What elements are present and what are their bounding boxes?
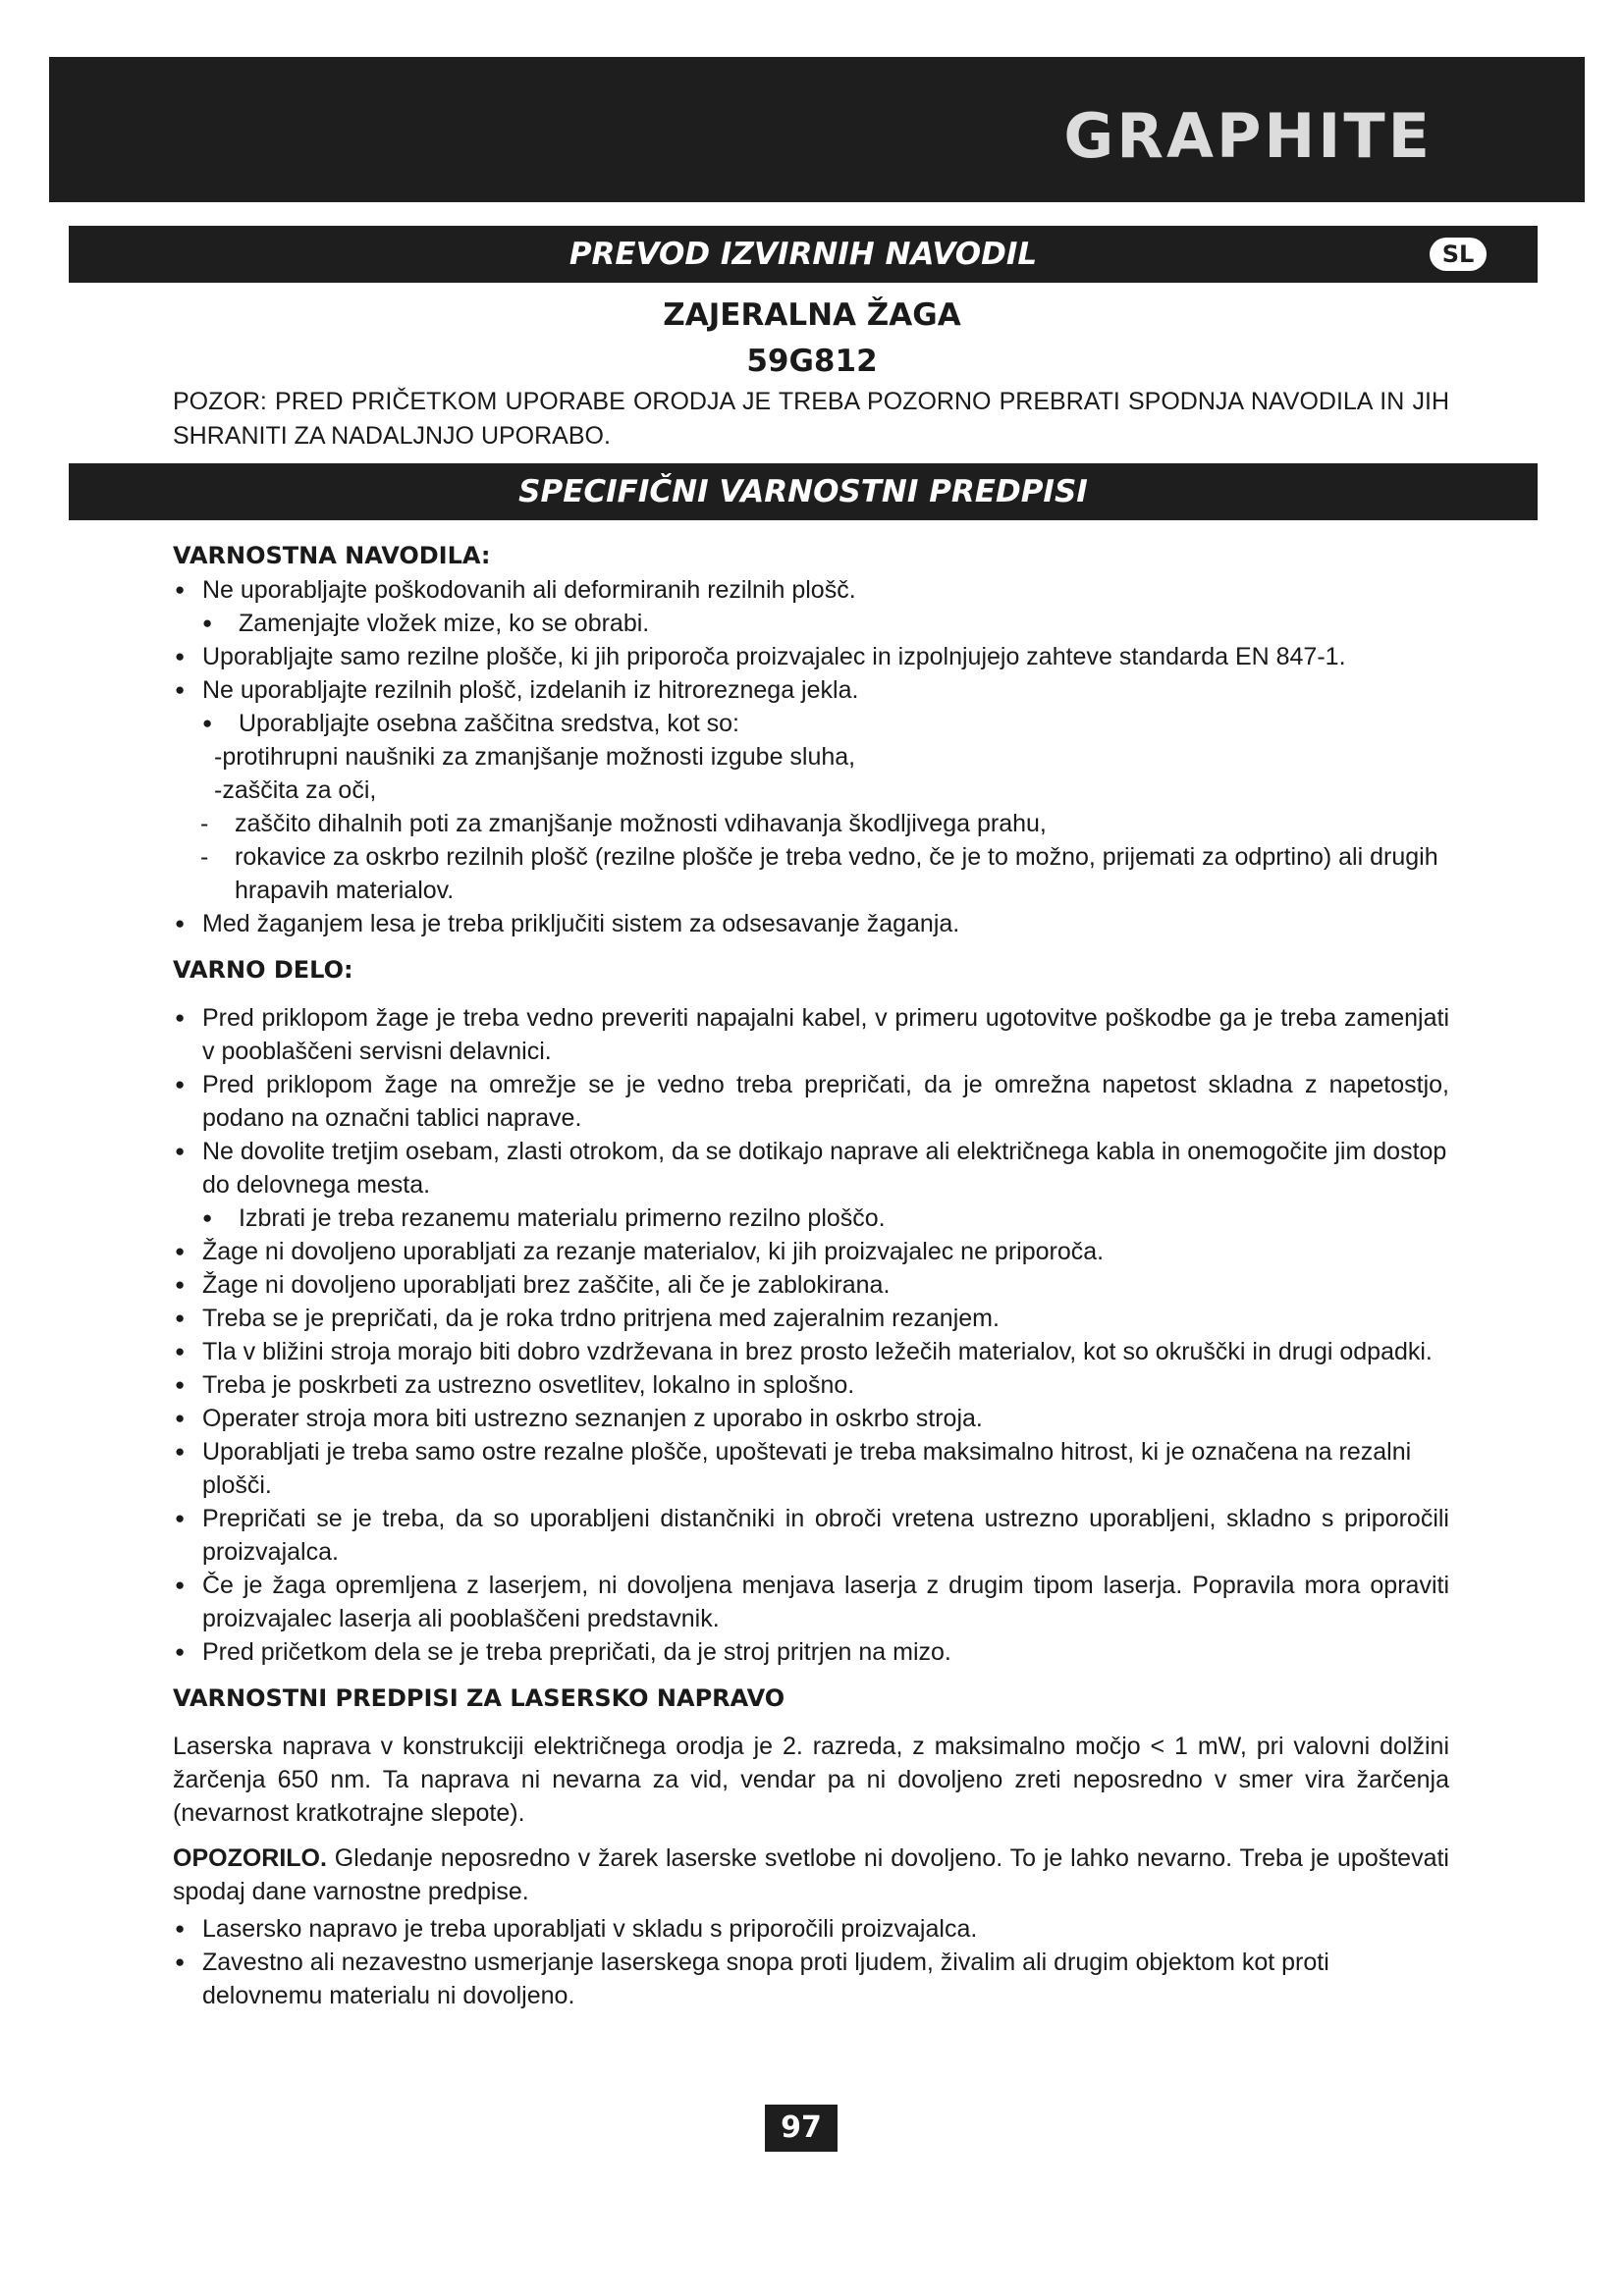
list-item: ● Izbrati je treba rezanemu materialu primerno rezilno ploščo. bbox=[173, 1201, 1449, 1235]
section-bar-title: PREVOD IZVIRNIH NAVODIL bbox=[568, 237, 1038, 272]
work-list bbox=[173, 1001, 1449, 1669]
list-subitem: -zaščita za oči, bbox=[214, 776, 377, 804]
list-item: ● Žage ni dovoljeno uporabljati brez zaščite, ali če je zablokirana. bbox=[173, 1268, 1449, 1302]
list-subitem: -protihrupni naušniki za zmanjšanje možnosti izgube sluha, bbox=[214, 743, 856, 771]
brand-logo: GRAPHITE bbox=[1063, 100, 1433, 172]
list-item: ● Žage ni dovoljeno uporabljati za rezanje materialov, ki jih proizvajalec ne priporoča. bbox=[173, 1235, 1449, 1268]
list-item: ● Ne uporabljajte poškodovanih ali deformiranih rezilnih plošč. bbox=[173, 573, 1449, 607]
list-item: ● Zamenjajte vložek mize, ko se obrabi. bbox=[173, 607, 1449, 640]
list-item: ● Treba se je prepričati, da je roka trdno pritrjena med zajeralnim rezanjem. bbox=[173, 1302, 1449, 1335]
warning-body: Gledanje neposredno v žarek laserske svetlobe ni dovoljeno. To je lahko nevarno. Treba je upoštevati spodaj dane varnostne predpise. bbox=[173, 1844, 1449, 1905]
list-item: ● Uporabljati je treba samo ostre rezalne plošče, upoštevati je treba maksimalno hitrost, ki je označena na rezalni plošči. bbox=[173, 1435, 1449, 1502]
list-subitem: - zaščito dihalnih poti za zmanjšanje možnosti vdihavanja škodljivega prahu, bbox=[173, 807, 1449, 840]
warning-label: OPOZORILO. bbox=[173, 1844, 327, 1872]
list-item: ● Ne dovolite tretjim osebam, zlasti otrokom, da se dotikajo naprave ali električnega kabla in onemogočite jim dostop do delovnega mesta. bbox=[173, 1135, 1449, 1201]
list-item: ● Operater stroja mora biti ustrezno seznanjen z uporabo in oskrbo stroja. bbox=[173, 1402, 1449, 1435]
section-bar-safety bbox=[69, 463, 1538, 520]
safety-list bbox=[173, 573, 1449, 940]
list-item: ● Lasersko napravo je treba uporabljati v skladu s priporočili proizvajalca. bbox=[173, 1912, 1449, 1946]
main-content bbox=[173, 538, 1449, 2012]
list-item: ● Treba je poskrbeti za ustrezno osvetlitev, lokalno in splošno. bbox=[173, 1368, 1449, 1402]
list-item: ● Uporabljajte samo rezilne plošče, ki jih priporoča proizvajalec in izpolnjujejo zahteve standarda EN 847-1. bbox=[173, 640, 1449, 673]
safety-heading: VARNOSTNA NAVODILA: bbox=[173, 542, 491, 569]
page-number: 97 bbox=[765, 2105, 838, 2152]
work-heading: VARNO DELO: bbox=[173, 956, 353, 984]
list-item: ● Pred pričetkom dela se je treba prepričati, da je stroj pritrjen na mizo. bbox=[173, 1635, 1449, 1669]
section-bar-title: SPECIFIČNI VARNOSTNI PREDPISI bbox=[518, 474, 1088, 509]
laser-list bbox=[173, 1912, 1449, 2012]
header-banner bbox=[49, 57, 1585, 202]
laser-warning bbox=[173, 1842, 1449, 1908]
laser-heading: VARNOSTNI PREDPISI ZA LASERSKO NAPRAVO bbox=[173, 1684, 785, 1712]
list-subitem: - rokavice za oskrbo rezilnih plošč (rezilne plošče je treba vedno, če je to možno, prijemati za odprtino) ali drugih hrapavih materialov. bbox=[173, 840, 1449, 907]
section-bar-translation bbox=[69, 226, 1538, 283]
language-badge: SL bbox=[1430, 238, 1487, 271]
product-model: 59G812 bbox=[746, 344, 878, 379]
product-name: ZAJERALNA ŽAGA bbox=[663, 297, 961, 333]
list-item: ● Med žaganjem lesa je treba priključiti sistem za odsesavanje žaganja. bbox=[173, 907, 1449, 940]
list-item: ● Ne uporabljajte rezilnih plošč, izdelanih iz hitroreznega jekla. bbox=[173, 673, 1449, 707]
list-item: ● Prepričati se je treba, da so uporabljeni distančniki in obroči vretena ustrezno uporabljeni, skladno s priporočili proizvajalca. bbox=[173, 1502, 1449, 1569]
list-item: ● Tla v bližini stroja morajo biti dobro vzdrževana in brez prosto ležečih materialov, kot so okruščki in drugi odpadki. bbox=[173, 1335, 1449, 1368]
laser-paragraph: Laserska naprava v konstrukciji električnega orodja je 2. razreda, z maksimalno močjo < 1 mW, pri valovni dolžini žarčenja 650 nm. Ta naprava ni nevarna za vid, vendar pa ni dovoljeno zreti neposredno v smer vira žarčenja (nevarnost kratkotrajne slepote). bbox=[173, 1733, 1449, 1827]
list-item: ● Uporabljajte osebna zaščitna sredstva, kot so: bbox=[173, 707, 1449, 740]
warning-text: POZOR: PRED PRIČETKOM UPORABE ORODJA JE TREBA POZORNO PREBRATI SPODNJA NAVODILA IN JIH SHRANITI ZA NADALJNJO UPORABO. bbox=[173, 388, 1449, 450]
list-item: ● Zavestno ali nezavestno usmerjanje laserskega snopa proti ljudem, živalim ali drugim objektom kot proti delovnemu materialu ni dovoljeno. bbox=[173, 1946, 1449, 2012]
list-item: ● Pred priklopom žage na omrežje se je vedno treba prepričati, da je omrežna napetost skladna z napetostjo, podano na označni tablici naprave. bbox=[173, 1068, 1449, 1135]
list-item: ● Pred priklopom žage je treba vedno preveriti napajalni kabel, v primeru ugotovitve poškodbe ga je treba zamenjati v pooblaščeni servisni delavnici. bbox=[173, 1001, 1449, 1068]
list-item: ● Če je žaga opremljena z laserjem, ni dovoljena menjava laserja z drugim tipom laserja. Popravila mora opraviti proizvajalec laserja ali pooblaščeni predstavnik. bbox=[173, 1569, 1449, 1635]
